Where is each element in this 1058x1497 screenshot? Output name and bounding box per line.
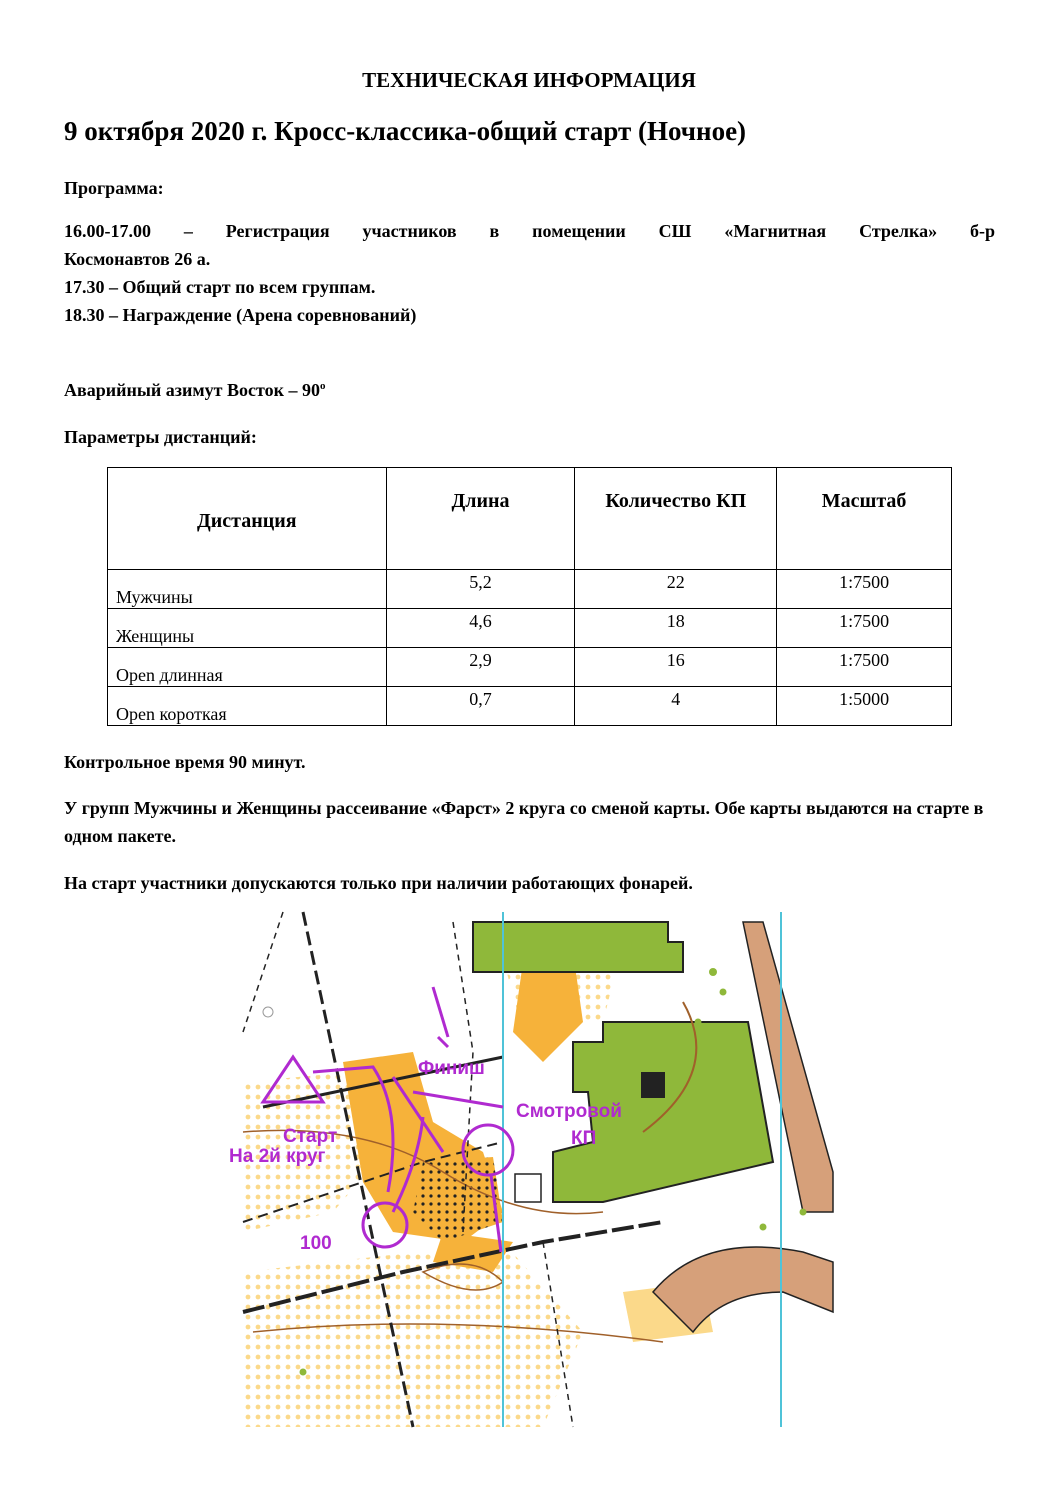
program-item-registration — [64, 217, 995, 273]
cell-distance: Женщины — [108, 609, 387, 648]
program-registration-line-2: Космонавтов 26 а. — [64, 249, 211, 269]
cell-control-count: 4 — [575, 687, 777, 726]
header-length: Длина — [386, 468, 575, 570]
viewing-control-label-1: Смотровой — [516, 1101, 622, 1122]
orienteering-map — [229, 912, 834, 1427]
program-label: Программа: — [64, 178, 164, 198]
table-row — [108, 570, 952, 609]
emergency-azimuth — [64, 376, 325, 404]
header-control-count: Количество КП — [575, 468, 777, 570]
event-title: 9 октября 2020 г. Кросс-классика-общий старт (Ночное) — [64, 116, 747, 146]
cell-length: 0,7 — [386, 687, 575, 726]
viewing-control-label-2: КП — [571, 1128, 597, 1149]
table-header-row — [108, 468, 952, 570]
forking-note: У групп Мужчины и Женщины рассеивание «Фарст» 2 круга со сменой карты. Обе карты выдаются на старте в одном пакете. — [64, 798, 984, 846]
header-scale: Масштаб — [777, 468, 952, 570]
cell-control-count: 22 — [575, 570, 777, 609]
cell-length: 4,6 — [386, 609, 575, 648]
cell-scale: 1:7500 — [777, 648, 952, 687]
program-item-start: 17.30 – Общий старт по всем группам. — [64, 277, 376, 297]
cell-scale: 1:7500 — [777, 570, 952, 609]
cell-control-count: 18 — [575, 609, 777, 648]
cell-distance: Open короткая — [108, 687, 387, 726]
cell-length: 5,2 — [386, 570, 575, 609]
control-code-label: 100 — [300, 1233, 332, 1254]
degree-mark: о — [319, 380, 326, 392]
azimuth-text: Аварийный азимут Восток – 90 — [64, 380, 320, 400]
cell-distance: Open длинная — [108, 648, 387, 687]
cell-length: 2,9 — [386, 648, 575, 687]
finish-label: Финиш — [418, 1058, 485, 1079]
table-row — [108, 648, 952, 687]
cell-distance: Мужчины — [108, 570, 387, 609]
distance-table — [107, 467, 952, 726]
table-row — [108, 609, 952, 648]
lights-note: На старт участники допускаются только при наличии работающих фонарей. — [64, 873, 693, 893]
second-lap-label: На 2й круг — [229, 1146, 326, 1167]
cell-control-count: 16 — [575, 648, 777, 687]
table-row — [108, 687, 952, 726]
cell-scale: 1:5000 — [777, 687, 952, 726]
control-time-note: Контрольное время 90 минут. — [64, 752, 306, 772]
cell-scale: 1:7500 — [777, 609, 952, 648]
header-distance: Дистанция — [108, 468, 387, 570]
program-item-awards: 18.30 – Награждение (Арена соревнований) — [64, 305, 417, 325]
program-registration-line-1: 16.00-17.00 – Регистрация участников в помещении СШ «Магнитная Стрелка» б-р — [64, 221, 995, 241]
document-title: ТЕХНИЧЕСКАЯ ИНФОРМАЦИЯ — [362, 68, 696, 92]
params-label: Параметры дистанций: — [64, 427, 257, 447]
start-label: Старт — [283, 1126, 338, 1147]
